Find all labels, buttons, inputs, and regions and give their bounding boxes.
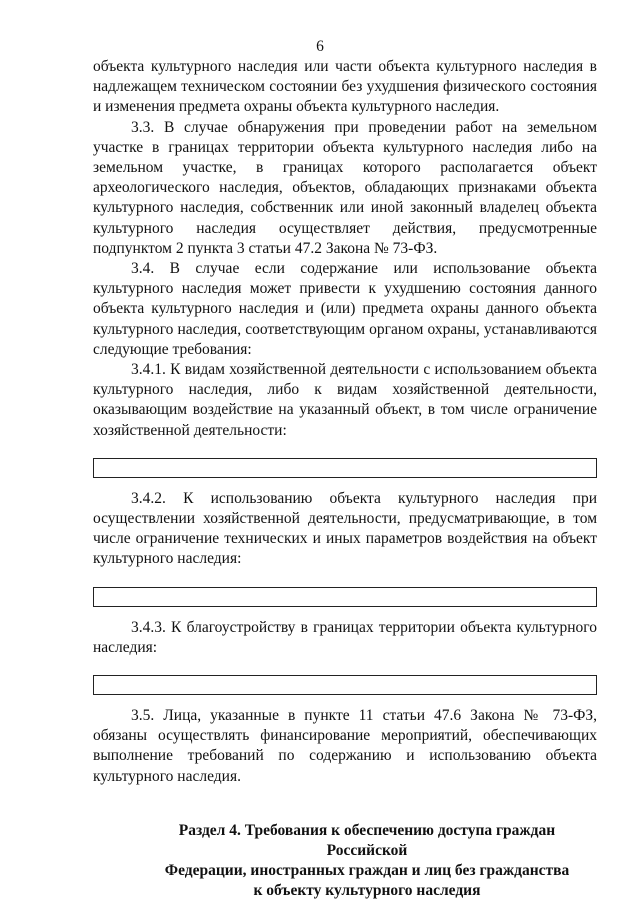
paragraph-3-4-2: 3.4.2. К использованию объекта культурного наследия при осуществлении хозяйственной деятельности, предусматривающие, в том числе ограничение технических и иных параметров воздействия на объект культурного наследия: [93, 489, 597, 568]
paragraph-3-4-3: 3.4.3. К благоустройству в границах территории объекта культурного наследия: [93, 618, 597, 656]
field-3-4-1[interactable] [93, 458, 597, 478]
field-3-4-3[interactable] [93, 675, 597, 695]
paragraph-3-3: 3.3. В случае обнаружения при проведении работ на земельном участке в границах территории объекта культурного наследия либо на земельном участке, в границах которого располагается объект археологического наследия, объектов, обладающих признаками объекта культурного наследия, собственник или иной законный владелец объекта культурного наследия осуществляет действия, предусмотренные подпунктом 2 пункта 3 статьи 47.2 Закона № 73-ФЗ. [93, 118, 597, 257]
paragraph-continuation: объекта культурного наследия или части объекта культурного наследия в надлежащем техническом состоянии без ухудшения физического состояния и изменения предмета охраны объекта культурного наследия. [93, 58, 597, 116]
field-3-4-2[interactable] [93, 587, 597, 607]
section-4-title [93, 821, 597, 901]
section-title-line-2: Федерации, иностранных граждан и лиц без гражданства [164, 861, 570, 879]
section-title-line-1: Раздел 4. Требования к обеспечению доступа граждан Российской [178, 821, 556, 859]
section-title-line-3: к объекту культурного наследия [253, 881, 481, 899]
paragraph-3-5: 3.5. Лица, указанные в пункте 11 статьи 47.6 Закона № 73-ФЗ, обязаны осуществлять финансирование мероприятий, обеспечивающих выполнение требований по содержанию и использованию объекта культурного наследия. [93, 707, 597, 785]
paragraph-3-4: 3.4. В случае если содержание или использование объекта культурного наследия может привести к ухудшению состояния данного объекта культурного наследия и (или) предмета охраны данного объекта культурного наследия, соответствующим органом охраны, устанавливаются следующие требования: [93, 260, 597, 358]
page-number: 6 [316, 38, 324, 55]
paragraph-3-4-1: 3.4.1. К видам хозяйственной деятельности с использованием объекта культурного наследия, либо к видам хозяйственной деятельности, оказывающим воздействие на указанный объект, в том числе ограничение хозяйственной деятельности: [93, 361, 597, 439]
document-body [93, 57, 597, 901]
